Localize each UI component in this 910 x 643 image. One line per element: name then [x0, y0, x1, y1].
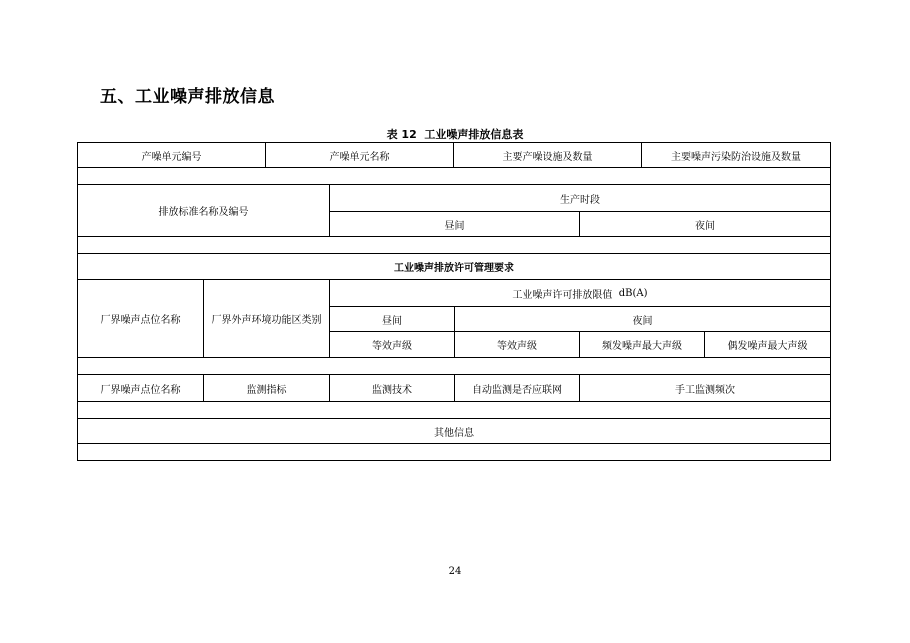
- header-monitoring-point: 厂界噪声点位名称: [77, 374, 204, 402]
- header-production-period: 生产时段: [329, 184, 831, 212]
- page-number: 24: [448, 566, 462, 577]
- noise-emission-table: [78, 143, 832, 461]
- header-occasional-max: 偶发噪声最大声级: [704, 331, 831, 358]
- standard-data-row[interactable]: [77, 236, 831, 254]
- header-monitoring-indicator: 监测指标: [203, 374, 330, 402]
- header-manual-frequency: 手工监测频次: [579, 374, 831, 402]
- header-limit-day: 昼间: [329, 306, 455, 332]
- header-day-period: 昼间: [329, 211, 580, 237]
- header-limit-night: 夜间: [454, 306, 831, 332]
- table-caption-number: 表 12: [386, 128, 417, 141]
- table-caption-title: 工业噪声排放信息表: [424, 128, 524, 141]
- header-zone-category: 厂界外声环境功能区类别: [203, 279, 330, 358]
- header-day-equivalent: 等效声级: [329, 331, 455, 358]
- header-main-facilities: 主要产噪设施及数量: [453, 142, 642, 168]
- permit-limit-title: 工业噪声许可排放限值: [512, 289, 613, 301]
- other-info-data-row[interactable]: [77, 443, 831, 461]
- monitoring-data-row[interactable]: [77, 401, 831, 419]
- header-auto-network: 自动监测是否应联网: [454, 374, 580, 402]
- header-standard-name: 排放标准名称及编号: [77, 184, 330, 237]
- table-caption: [0, 126, 910, 142]
- permit-section-title: 工业噪声排放许可管理要求: [77, 253, 831, 280]
- header-frequent-max: 频发噪声最大声级: [579, 331, 705, 358]
- permit-data-row[interactable]: [77, 357, 831, 375]
- header-pollution-control: 主要噪声污染防治设施及数量: [641, 142, 831, 168]
- units-data-row[interactable]: [77, 167, 831, 185]
- header-boundary-point: 厂界噪声点位名称: [77, 279, 204, 358]
- header-unit-name: 产噪单元名称: [265, 142, 454, 168]
- header-monitoring-technique: 监测技术: [329, 374, 455, 402]
- header-unit-code: 产噪单元编号: [77, 142, 266, 168]
- permit-limit-unit: dB(A): [618, 287, 648, 299]
- header-night-equivalent: 等效声级: [454, 331, 580, 358]
- header-night-period: 夜间: [579, 211, 831, 237]
- other-info-title: 其他信息: [77, 418, 831, 444]
- header-permit-limit: [329, 279, 831, 307]
- section-heading: 五、工业噪声排放信息: [100, 87, 275, 107]
